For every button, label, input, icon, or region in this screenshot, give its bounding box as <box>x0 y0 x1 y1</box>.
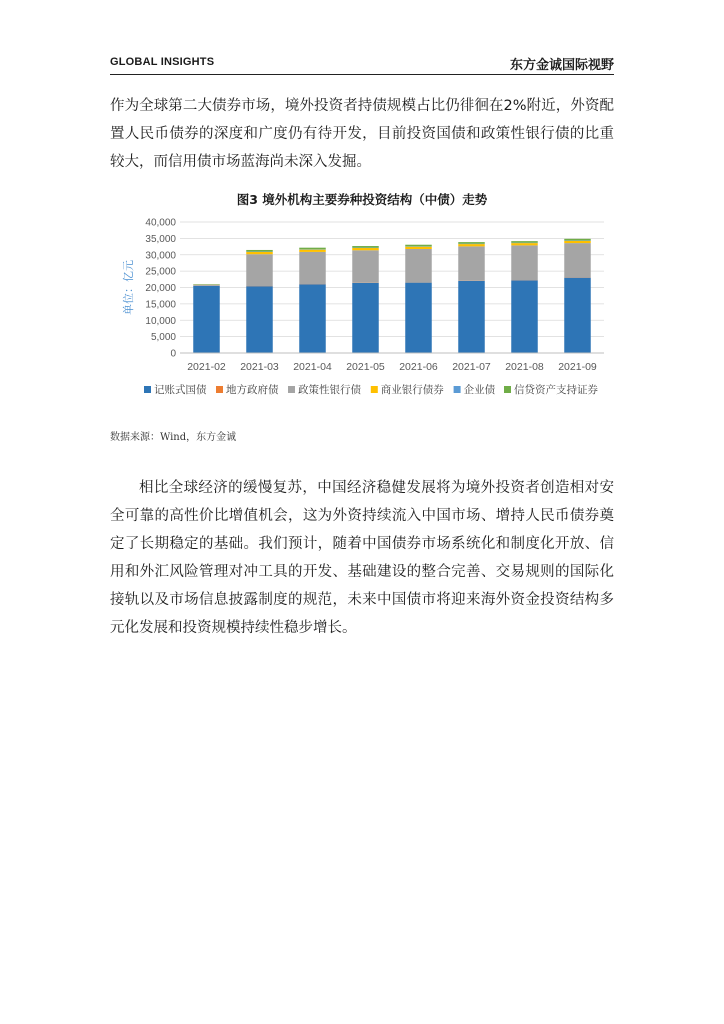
bar-segment <box>246 252 273 254</box>
x-tick-label: 2021-04 <box>293 361 332 373</box>
bar-segment <box>405 283 432 353</box>
bar-segment <box>511 241 538 243</box>
legend-label: 信贷资产支持证券 <box>514 384 598 396</box>
bar-segment <box>564 243 591 277</box>
bar-segment <box>193 286 220 353</box>
bar-segment <box>246 254 273 286</box>
bar-segment <box>405 245 432 247</box>
header-brand-chinese: 东方金诚国际视野 <box>509 58 614 73</box>
legend-swatch <box>454 386 461 393</box>
bar-segment <box>511 243 538 245</box>
bar-segment <box>193 285 220 286</box>
y-tick-label: 35,000 <box>145 233 176 245</box>
x-tick-label: 2021-03 <box>240 361 279 373</box>
stacked-bar-chart <box>110 210 614 425</box>
paragraph-outlook: 相比全球经济的缓慢复苏，中国经济稳健发展将为境外投资者创造相对安全可靠的高性价比增值机会，这为外资持续流入中国市场、增持人民币债券奠定了长期稳定的基础。我们预计，随着中国债券市场系统化和制度化开放、信用和外汇风险管理对冲工具的开发、基础建设的整合完善、交易规则的国际化接轨以及市场信息披露制度的规范，未来中国债市将迎来海外资金投资结构多元化发展和投资规模持续性稳步增长。 <box>110 480 614 636</box>
legend-swatch <box>371 386 378 393</box>
bar-segment <box>458 244 485 246</box>
y-tick-label: 40,000 <box>145 217 176 229</box>
bar-segment <box>299 248 326 250</box>
bar-segment <box>458 242 485 244</box>
bar-segment <box>352 250 379 282</box>
y-tick-label: 20,000 <box>145 283 176 294</box>
x-tick-label: 2021-05 <box>346 361 385 373</box>
x-tick-label: 2021-08 <box>505 361 544 373</box>
bar-segment <box>299 252 326 284</box>
y-axis-label: 单位：亿元 <box>122 260 135 315</box>
legend-label: 记账式国债 <box>154 384 207 396</box>
bar-segment <box>299 284 326 353</box>
y-tick-label: 15,000 <box>145 299 176 311</box>
bar-segment <box>246 250 273 252</box>
y-tick-label: 25,000 <box>145 266 176 278</box>
bar-segment <box>511 245 538 280</box>
legend-swatch <box>288 386 295 393</box>
x-tick-label: 2021-06 <box>399 361 438 373</box>
y-tick-label: 30,000 <box>145 250 176 262</box>
bar-segment <box>352 248 379 250</box>
bar-segment <box>458 246 485 280</box>
bar-segment <box>458 281 485 353</box>
bar-segment <box>564 239 591 241</box>
legend-swatch <box>504 386 511 393</box>
x-tick-label: 2021-02 <box>187 361 226 373</box>
page-header <box>110 56 614 76</box>
x-tick-label: 2021-09 <box>558 361 597 373</box>
bar-segment <box>405 247 432 249</box>
bar-segment <box>352 283 379 353</box>
header-brand-english: GLOBAL INSIGHTS <box>110 56 215 68</box>
legend-label: 企业债 <box>463 384 496 396</box>
figure-title: 图3 境外机构主要券种投资结构（中债）走势 <box>236 192 488 207</box>
legend-swatch <box>216 386 223 393</box>
data-source-note: 数据来源：Wind，东方金诚 <box>110 432 237 443</box>
bar-segment <box>299 250 326 252</box>
bar-segment <box>511 280 538 353</box>
bar-segment <box>405 249 432 282</box>
paragraph-intro: 作为全球第二大债券市场，境外投资者持债规模占比仍徘徊在2%附近，外资配置人民币债券的深度和广度仍有待开发，目前投资国债和政策性银行债的比重较大，而信用债市场蓝海尚未深入发掘。 <box>110 98 614 170</box>
legend-swatch <box>144 386 151 393</box>
x-tick-label: 2021-07 <box>452 361 491 373</box>
legend-label: 商业银行债券 <box>380 384 444 396</box>
bar-segment <box>246 286 273 353</box>
header-divider <box>110 74 614 75</box>
y-tick-label: 5,000 <box>150 332 176 344</box>
bar-segment <box>352 246 379 248</box>
bar-segment <box>564 241 591 243</box>
y-tick-label: 10,000 <box>145 315 176 327</box>
legend-label: 政策性银行债 <box>298 384 361 396</box>
bar-segment <box>564 278 591 353</box>
y-tick-label: 0 <box>170 348 176 360</box>
legend-label: 地方政府债 <box>226 384 279 396</box>
